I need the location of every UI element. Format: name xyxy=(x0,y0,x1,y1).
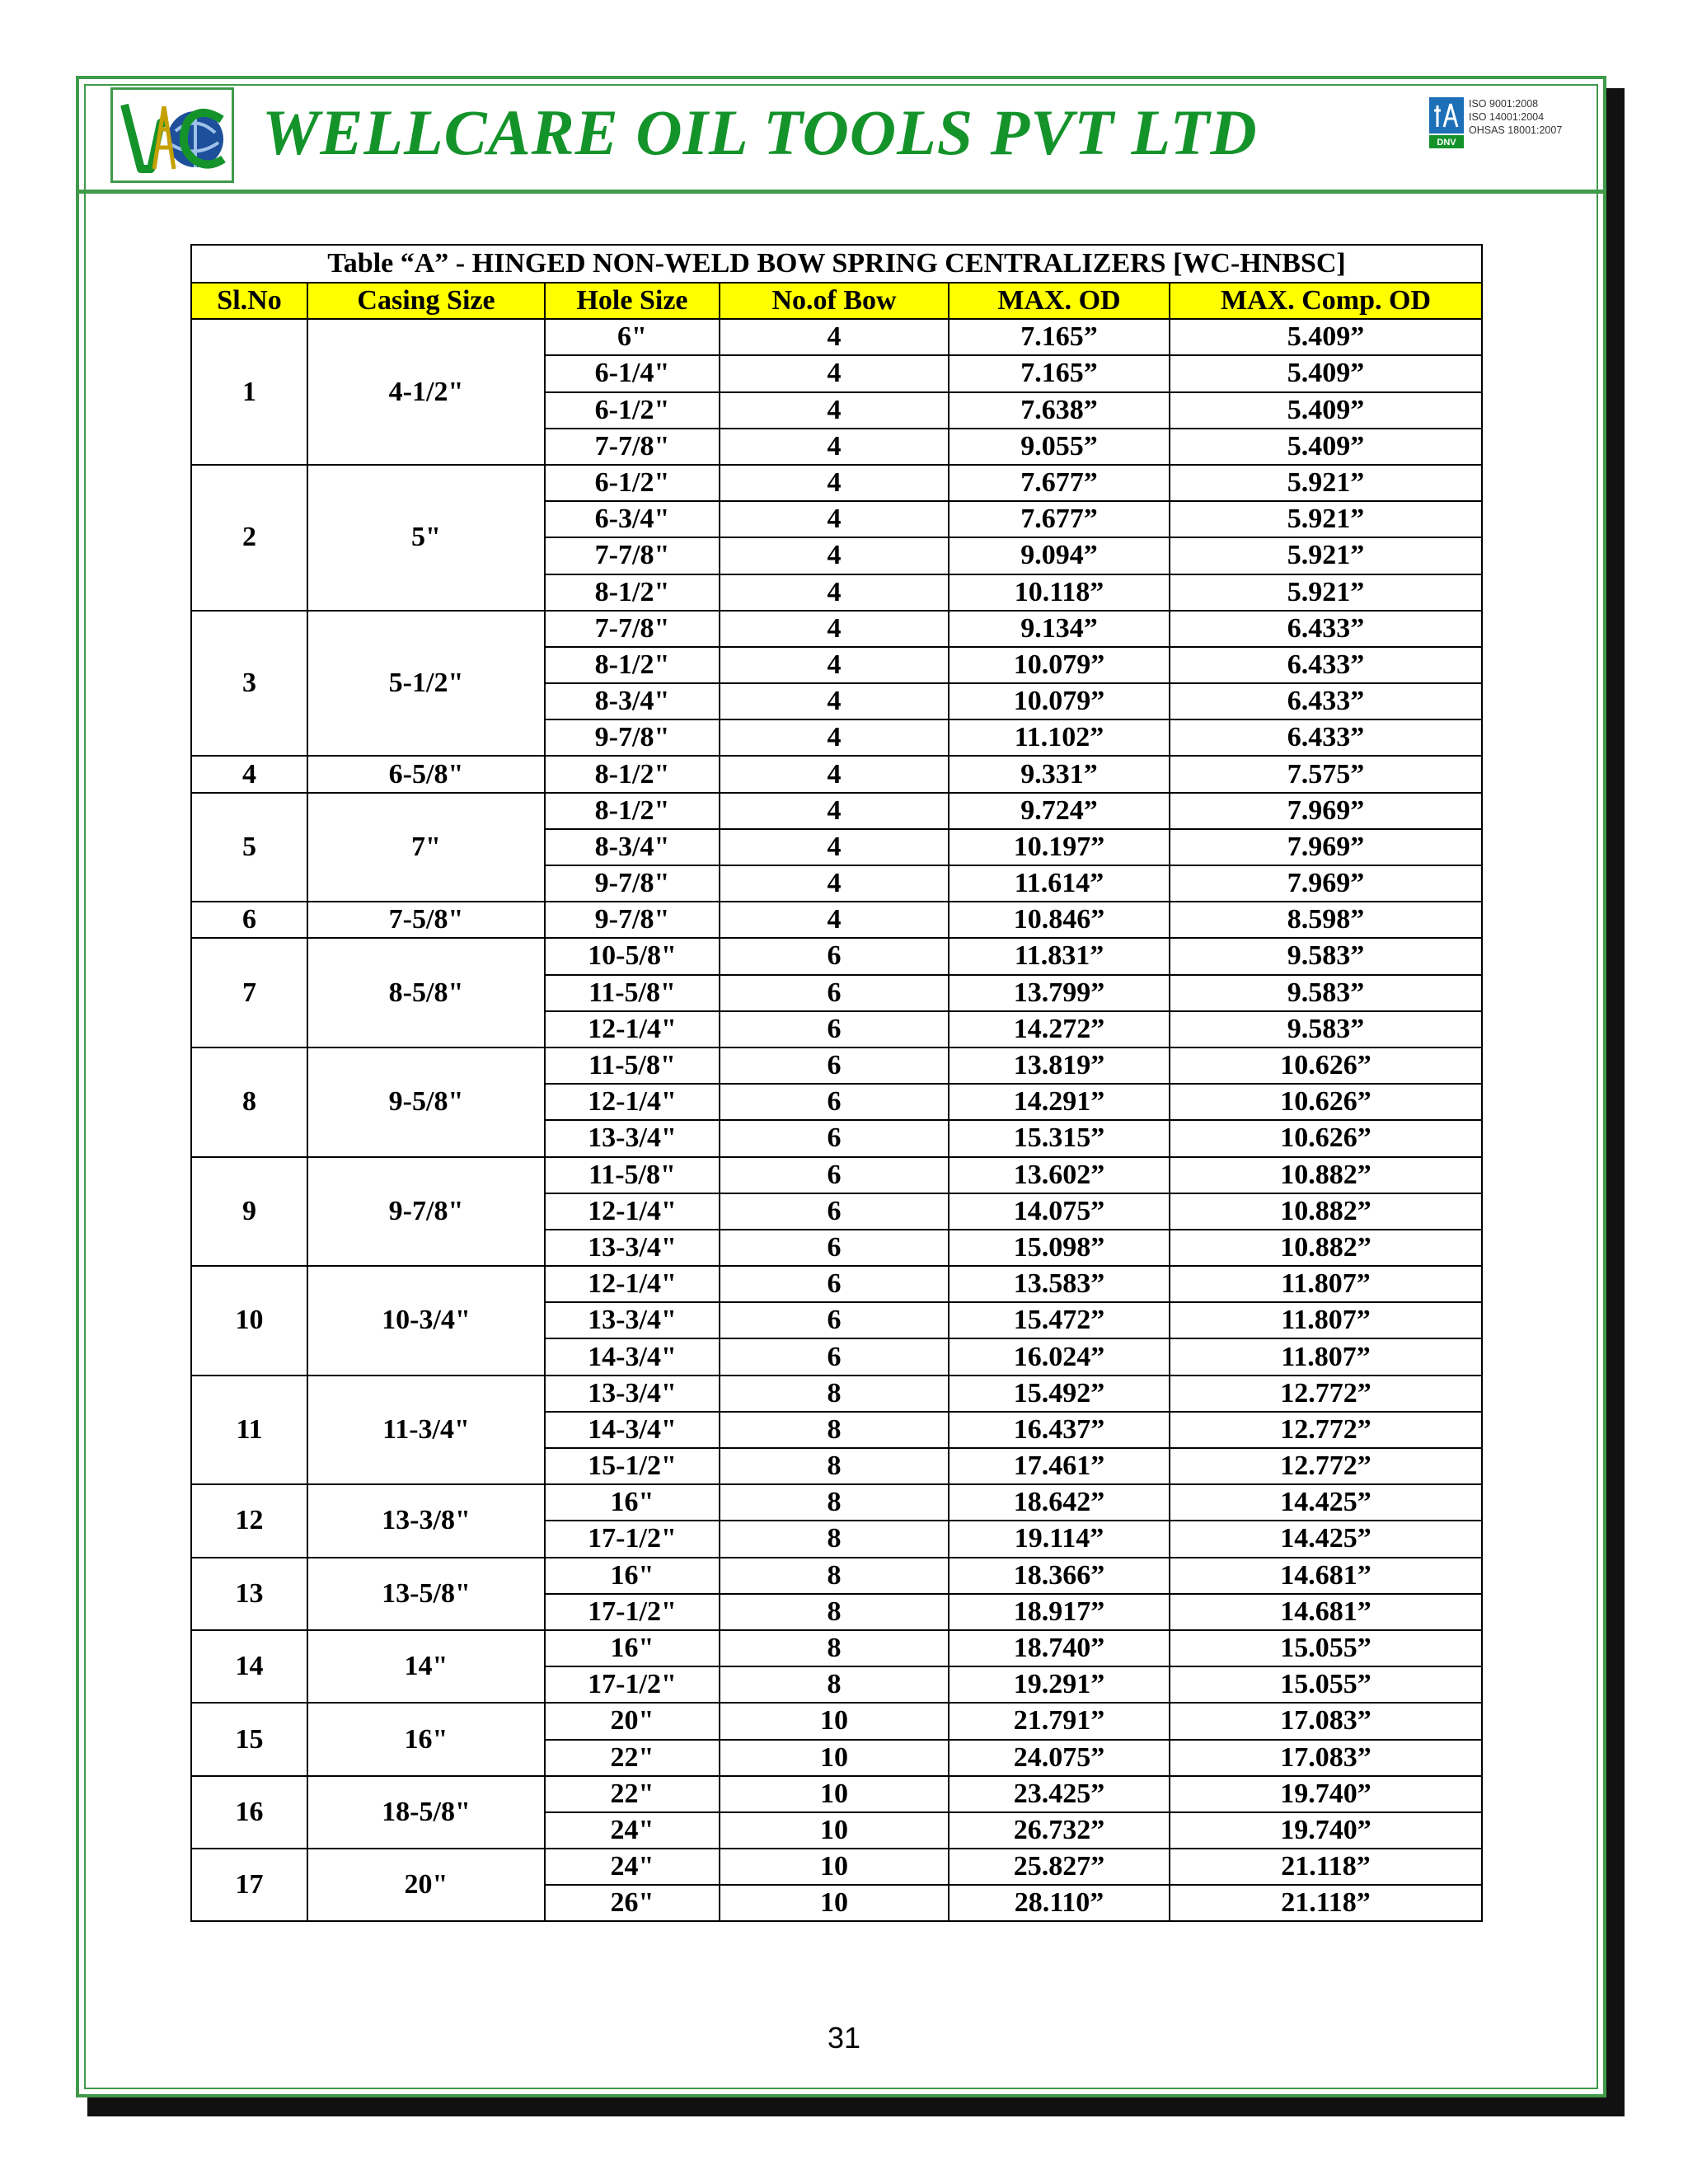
cell-max-od: 21.791” xyxy=(949,1703,1170,1739)
cell-hole-size: 13-3/4" xyxy=(545,1120,720,1156)
table-row xyxy=(191,1266,1482,1302)
cell-max-comp-od: 5.409” xyxy=(1170,355,1482,391)
cell-max-comp-od: 14.681” xyxy=(1170,1594,1482,1630)
cell-hole-size: 6-1/4" xyxy=(545,355,720,391)
cell-max-comp-od: 7.969” xyxy=(1170,865,1482,902)
cell-max-comp-od: 7.969” xyxy=(1170,793,1482,829)
cell-hole-size: 9-7/8" xyxy=(545,902,720,938)
cell-hole-size: 6-1/2" xyxy=(545,392,720,429)
cell-hole-size: 8-1/2" xyxy=(545,574,720,611)
cell-no-of-bow: 4 xyxy=(720,392,949,429)
cell-hole-size: 9-7/8" xyxy=(545,719,720,756)
cell-no-of-bow: 6 xyxy=(720,1266,949,1302)
cell-no-of-bow: 4 xyxy=(720,355,949,391)
column-header-max-comp-od: MAX. Comp. OD xyxy=(1170,283,1482,319)
derrick-globe-logo-icon xyxy=(113,90,232,180)
column-header-max-od: MAX. OD xyxy=(949,283,1170,319)
cell-max-od: 7.677” xyxy=(949,501,1170,537)
cell-no-of-bow: 4 xyxy=(720,574,949,611)
cell-max-comp-od: 6.433” xyxy=(1170,647,1482,683)
cell-hole-size: 16" xyxy=(545,1630,720,1666)
cell-max-od: 25.827” xyxy=(949,1849,1170,1885)
header-divider xyxy=(79,190,1603,194)
cell-casing-size: 9-7/8" xyxy=(307,1157,545,1267)
cell-max-comp-od: 15.055” xyxy=(1170,1630,1482,1666)
cell-max-comp-od: 9.583” xyxy=(1170,938,1482,974)
table-row xyxy=(191,1849,1482,1885)
cell-no-of-bow: 10 xyxy=(720,1776,949,1812)
table-row xyxy=(191,902,1482,938)
cell-casing-size: 10-3/4" xyxy=(307,1266,545,1376)
cell-hole-size: 7-7/8" xyxy=(545,429,720,465)
cell-max-od: 7.677” xyxy=(949,465,1170,501)
cell-sl-no: 11 xyxy=(191,1376,307,1485)
cell-max-comp-od: 10.882” xyxy=(1170,1193,1482,1230)
cell-max-od: 16.024” xyxy=(949,1338,1170,1375)
cell-hole-size: 9-7/8" xyxy=(545,865,720,902)
cell-sl-no: 5 xyxy=(191,793,307,902)
cell-hole-size: 12-1/4" xyxy=(545,1266,720,1302)
cell-max-od: 14.272” xyxy=(949,1011,1170,1047)
cell-max-od: 19.114” xyxy=(949,1521,1170,1557)
cell-max-comp-od: 10.626” xyxy=(1170,1120,1482,1156)
cell-no-of-bow: 8 xyxy=(720,1666,949,1703)
cell-no-of-bow: 4 xyxy=(720,683,949,719)
cell-max-comp-od: 17.083” xyxy=(1170,1740,1482,1776)
cell-max-od: 7.165” xyxy=(949,355,1170,391)
table-row xyxy=(191,465,1482,501)
cell-no-of-bow: 6 xyxy=(720,1193,949,1230)
cell-max-od: 18.642” xyxy=(949,1484,1170,1521)
cell-max-comp-od: 15.055” xyxy=(1170,1666,1482,1703)
cell-max-od: 28.110” xyxy=(949,1885,1170,1921)
cell-max-comp-od: 19.740” xyxy=(1170,1812,1482,1849)
table-row xyxy=(191,319,1482,355)
cell-hole-size: 11-5/8" xyxy=(545,1157,720,1193)
cell-hole-size: 8-1/2" xyxy=(545,793,720,829)
cell-max-od: 10.079” xyxy=(949,683,1170,719)
cell-max-comp-od: 14.681” xyxy=(1170,1558,1482,1594)
cell-hole-size: 7-7/8" xyxy=(545,537,720,574)
cell-hole-size: 6-3/4" xyxy=(545,501,720,537)
cell-hole-size: 6" xyxy=(545,319,720,355)
cell-max-od: 9.134” xyxy=(949,611,1170,647)
cell-hole-size: 8-3/4" xyxy=(545,683,720,719)
cell-no-of-bow: 6 xyxy=(720,1230,949,1266)
cert-badge-label: DNV xyxy=(1437,138,1456,148)
cell-max-od: 18.740” xyxy=(949,1630,1170,1666)
cell-sl-no: 16 xyxy=(191,1776,307,1849)
cell-max-comp-od: 9.583” xyxy=(1170,975,1482,1011)
table-row xyxy=(191,1558,1482,1594)
cell-casing-size: 7-5/8" xyxy=(307,902,545,938)
cell-casing-size: 13-5/8" xyxy=(307,1558,545,1630)
cell-no-of-bow: 10 xyxy=(720,1885,949,1921)
table-row xyxy=(191,793,1482,829)
cell-max-comp-od: 5.409” xyxy=(1170,319,1482,355)
cell-max-od: 10.846” xyxy=(949,902,1170,938)
cell-hole-size: 13-3/4" xyxy=(545,1302,720,1338)
cell-max-od: 24.075” xyxy=(949,1740,1170,1776)
cell-casing-size: 11-3/4" xyxy=(307,1376,545,1485)
table-row xyxy=(191,611,1482,647)
cell-no-of-bow: 8 xyxy=(720,1558,949,1594)
cell-no-of-bow: 4 xyxy=(720,537,949,574)
cell-max-comp-od: 5.409” xyxy=(1170,392,1482,429)
cell-no-of-bow: 8 xyxy=(720,1594,949,1630)
column-header-hole-size: Hole Size xyxy=(545,283,720,319)
cell-sl-no: 14 xyxy=(191,1630,307,1703)
cell-max-od: 15.098” xyxy=(949,1230,1170,1266)
cell-hole-size: 16" xyxy=(545,1558,720,1594)
cell-no-of-bow: 6 xyxy=(720,1157,949,1193)
cell-max-comp-od: 5.921” xyxy=(1170,537,1482,574)
cell-max-od: 26.732” xyxy=(949,1812,1170,1849)
cell-no-of-bow: 4 xyxy=(720,756,949,792)
cell-max-comp-od: 12.772” xyxy=(1170,1376,1482,1412)
certification-item: OHSAS 18001:2007 xyxy=(1469,124,1563,136)
cell-max-od: 13.819” xyxy=(949,1047,1170,1084)
table-header-row xyxy=(191,283,1482,319)
table-row xyxy=(191,938,1482,974)
cell-no-of-bow: 4 xyxy=(720,647,949,683)
cell-max-comp-od: 12.772” xyxy=(1170,1412,1482,1448)
cell-hole-size: 13-3/4" xyxy=(545,1376,720,1412)
cell-max-od: 17.461” xyxy=(949,1448,1170,1484)
table-row xyxy=(191,1376,1482,1412)
cell-max-comp-od: 7.969” xyxy=(1170,829,1482,865)
cell-casing-size: 8-5/8" xyxy=(307,938,545,1047)
cell-no-of-bow: 4 xyxy=(720,611,949,647)
page-number: 31 xyxy=(827,2021,861,2055)
cell-max-od: 13.583” xyxy=(949,1266,1170,1302)
cell-max-od: 9.724” xyxy=(949,793,1170,829)
cell-max-comp-od: 21.118” xyxy=(1170,1849,1482,1885)
cell-max-od: 14.291” xyxy=(949,1084,1170,1120)
cell-max-comp-od: 5.921” xyxy=(1170,501,1482,537)
table-row xyxy=(191,1776,1482,1812)
cell-casing-size: 4-1/2" xyxy=(307,319,545,465)
cell-sl-no: 10 xyxy=(191,1266,307,1376)
cell-hole-size: 24" xyxy=(545,1812,720,1849)
cell-hole-size: 14-3/4" xyxy=(545,1338,720,1375)
table-row xyxy=(191,1630,1482,1666)
cell-max-comp-od: 8.598” xyxy=(1170,902,1482,938)
cell-max-od: 10.197” xyxy=(949,829,1170,865)
cell-casing-size: 5-1/2" xyxy=(307,611,545,757)
cell-no-of-bow: 6 xyxy=(720,1120,949,1156)
cell-max-comp-od: 6.433” xyxy=(1170,719,1482,756)
cell-max-comp-od: 11.807” xyxy=(1170,1302,1482,1338)
cell-max-comp-od: 21.118” xyxy=(1170,1885,1482,1921)
cell-hole-size: 8-1/2" xyxy=(545,647,720,683)
cell-casing-size: 5" xyxy=(307,465,545,611)
cell-max-od: 18.917” xyxy=(949,1594,1170,1630)
cell-hole-size: 12-1/4" xyxy=(545,1011,720,1047)
cell-max-comp-od: 5.921” xyxy=(1170,465,1482,501)
cell-hole-size: 13-3/4" xyxy=(545,1230,720,1266)
cell-casing-size: 20" xyxy=(307,1849,545,1921)
cell-no-of-bow: 4 xyxy=(720,902,949,938)
cell-no-of-bow: 6 xyxy=(720,975,949,1011)
column-header-casing-size: Casing Size xyxy=(307,283,545,319)
cell-max-comp-od: 10.882” xyxy=(1170,1230,1482,1266)
cell-max-od: 13.799” xyxy=(949,975,1170,1011)
cell-no-of-bow: 8 xyxy=(720,1448,949,1484)
dnv-certification-icon xyxy=(1429,97,1464,148)
cell-max-comp-od: 10.882” xyxy=(1170,1157,1482,1193)
cell-max-od: 11.614” xyxy=(949,865,1170,902)
cell-hole-size: 6-1/2" xyxy=(545,465,720,501)
cell-no-of-bow: 10 xyxy=(720,1740,949,1776)
cell-casing-size: 13-3/8" xyxy=(307,1484,545,1557)
cell-max-od: 13.602” xyxy=(949,1157,1170,1193)
centralizer-spec-table xyxy=(190,244,1483,1922)
cell-hole-size: 17-1/2" xyxy=(545,1521,720,1557)
company-name: WELLCARE OIL TOOLS PVT LTD xyxy=(262,96,1258,168)
cell-casing-size: 9-5/8" xyxy=(307,1047,545,1157)
cell-hole-size: 17-1/2" xyxy=(545,1594,720,1630)
cell-no-of-bow: 4 xyxy=(720,465,949,501)
cell-no-of-bow: 6 xyxy=(720,1011,949,1047)
cell-no-of-bow: 4 xyxy=(720,829,949,865)
certification-item: ISO 14001:2004 xyxy=(1469,111,1545,123)
table-caption: Table “A” - HINGED NON-WELD BOW SPRING CENTRALIZERS [WC-HNBSC] xyxy=(191,245,1482,283)
cell-no-of-bow: 6 xyxy=(720,1047,949,1084)
cell-no-of-bow: 8 xyxy=(720,1376,949,1412)
cell-max-od: 10.079” xyxy=(949,647,1170,683)
cell-sl-no: 1 xyxy=(191,319,307,465)
cell-hole-size: 7-7/8" xyxy=(545,611,720,647)
cell-no-of-bow: 4 xyxy=(720,319,949,355)
cell-casing-size: 6-5/8" xyxy=(307,756,545,792)
cell-max-comp-od: 5.921” xyxy=(1170,574,1482,611)
cell-hole-size: 24" xyxy=(545,1849,720,1885)
column-header-sl-no: Sl.No xyxy=(191,283,307,319)
cell-sl-no: 3 xyxy=(191,611,307,757)
cell-max-comp-od: 10.626” xyxy=(1170,1047,1482,1084)
cell-sl-no: 8 xyxy=(191,1047,307,1157)
cell-hole-size: 16" xyxy=(545,1484,720,1521)
cell-max-comp-od: 9.583” xyxy=(1170,1011,1482,1047)
cell-no-of-bow: 4 xyxy=(720,429,949,465)
cell-no-of-bow: 10 xyxy=(720,1703,949,1739)
certification-item: ISO 9001:2008 xyxy=(1469,98,1539,110)
cell-max-od: 7.638” xyxy=(949,392,1170,429)
cell-max-comp-od: 5.409” xyxy=(1170,429,1482,465)
cell-no-of-bow: 6 xyxy=(720,938,949,974)
cell-max-od: 9.331” xyxy=(949,756,1170,792)
cell-max-comp-od: 19.740” xyxy=(1170,1776,1482,1812)
cell-max-od: 23.425” xyxy=(949,1776,1170,1812)
cell-max-comp-od: 7.575” xyxy=(1170,756,1482,792)
column-header-no-of-bow: No.of Bow xyxy=(720,283,949,319)
cell-max-comp-od: 14.425” xyxy=(1170,1484,1482,1521)
cell-max-od: 15.315” xyxy=(949,1120,1170,1156)
certification-badge xyxy=(1429,97,1594,155)
cell-casing-size: 7" xyxy=(307,793,545,902)
cell-max-comp-od: 11.807” xyxy=(1170,1338,1482,1375)
cell-no-of-bow: 6 xyxy=(720,1084,949,1120)
cell-max-od: 19.291” xyxy=(949,1666,1170,1703)
cell-sl-no: 12 xyxy=(191,1484,307,1557)
cell-hole-size: 17-1/2" xyxy=(545,1666,720,1703)
table-row xyxy=(191,1047,1482,1084)
table-body xyxy=(191,319,1482,1921)
cell-hole-size: 8-3/4" xyxy=(545,829,720,865)
cell-hole-size: 12-1/4" xyxy=(545,1193,720,1230)
cell-hole-size: 22" xyxy=(545,1740,720,1776)
cell-sl-no: 17 xyxy=(191,1849,307,1921)
cell-max-od: 9.055” xyxy=(949,429,1170,465)
table-row xyxy=(191,756,1482,792)
cell-max-comp-od: 6.433” xyxy=(1170,611,1482,647)
cell-max-comp-od: 14.425” xyxy=(1170,1521,1482,1557)
cell-casing-size: 14" xyxy=(307,1630,545,1703)
cell-max-od: 15.492” xyxy=(949,1376,1170,1412)
table-row xyxy=(191,1484,1482,1521)
cell-max-od: 11.831” xyxy=(949,938,1170,974)
cell-hole-size: 15-1/2" xyxy=(545,1448,720,1484)
cell-hole-size: 11-5/8" xyxy=(545,1047,720,1084)
cell-hole-size: 14-3/4" xyxy=(545,1412,720,1448)
cell-no-of-bow: 4 xyxy=(720,793,949,829)
company-logo xyxy=(110,87,234,183)
cell-sl-no: 6 xyxy=(191,902,307,938)
cell-hole-size: 20" xyxy=(545,1703,720,1739)
table-row xyxy=(191,1703,1482,1739)
cell-max-od: 11.102” xyxy=(949,719,1170,756)
cell-max-od: 9.094” xyxy=(949,537,1170,574)
cell-casing-size: 18-5/8" xyxy=(307,1776,545,1849)
cell-no-of-bow: 4 xyxy=(720,719,949,756)
cell-hole-size: 8-1/2" xyxy=(545,756,720,792)
cell-no-of-bow: 8 xyxy=(720,1412,949,1448)
cell-max-comp-od: 17.083” xyxy=(1170,1703,1482,1739)
cell-hole-size: 26" xyxy=(545,1885,720,1921)
cell-max-od: 18.366” xyxy=(949,1558,1170,1594)
certification-list xyxy=(1469,97,1562,137)
cell-hole-size: 12-1/4" xyxy=(545,1084,720,1120)
table-row xyxy=(191,1157,1482,1193)
cell-max-od: 15.472” xyxy=(949,1302,1170,1338)
cell-max-comp-od: 6.433” xyxy=(1170,683,1482,719)
cell-no-of-bow: 10 xyxy=(720,1812,949,1849)
cell-max-comp-od: 10.626” xyxy=(1170,1084,1482,1120)
cell-hole-size: 10-5/8" xyxy=(545,938,720,974)
cell-hole-size: 22" xyxy=(545,1776,720,1812)
cell-sl-no: 7 xyxy=(191,938,307,1047)
cell-hole-size: 11-5/8" xyxy=(545,975,720,1011)
cell-max-od: 10.118” xyxy=(949,574,1170,611)
cell-sl-no: 2 xyxy=(191,465,307,611)
cell-max-comp-od: 11.807” xyxy=(1170,1266,1482,1302)
cell-sl-no: 4 xyxy=(191,756,307,792)
cell-no-of-bow: 10 xyxy=(720,1849,949,1885)
cell-max-od: 16.437” xyxy=(949,1412,1170,1448)
cell-no-of-bow: 6 xyxy=(720,1338,949,1375)
cell-no-of-bow: 4 xyxy=(720,865,949,902)
cell-sl-no: 9 xyxy=(191,1157,307,1267)
cell-no-of-bow: 4 xyxy=(720,501,949,537)
cell-max-comp-od: 12.772” xyxy=(1170,1448,1482,1484)
cell-casing-size: 16" xyxy=(307,1703,545,1775)
cell-max-od: 7.165” xyxy=(949,319,1170,355)
cell-sl-no: 13 xyxy=(191,1558,307,1630)
cell-no-of-bow: 8 xyxy=(720,1484,949,1521)
cell-sl-no: 15 xyxy=(191,1703,307,1775)
cell-no-of-bow: 8 xyxy=(720,1630,949,1666)
cell-no-of-bow: 6 xyxy=(720,1302,949,1338)
cell-max-od: 14.075” xyxy=(949,1193,1170,1230)
cell-no-of-bow: 8 xyxy=(720,1521,949,1557)
